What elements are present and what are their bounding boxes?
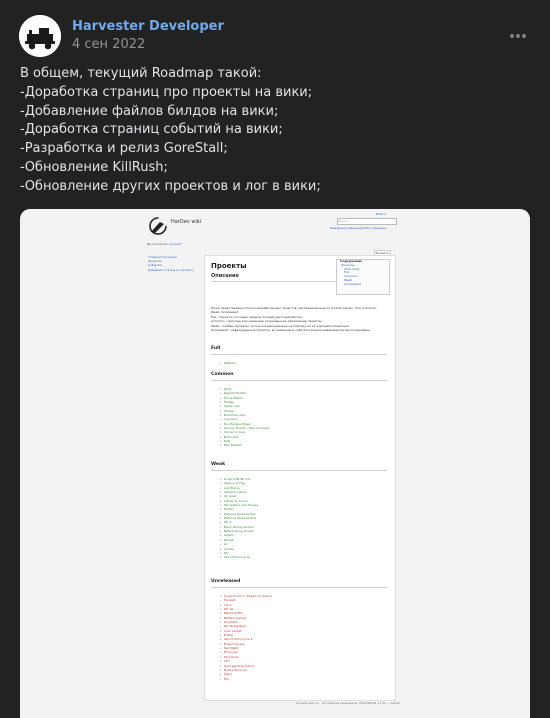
- list-item: • IPC: [220, 551, 258, 555]
- wiki-intro: [211, 306, 387, 332]
- wiki-logo-icon: [147, 215, 169, 237]
- more-options-icon[interactable]: [506, 25, 530, 45]
- list-item: • unixToplus: [220, 486, 258, 490]
- list-item: • Auto Clicker: [220, 629, 272, 633]
- intro-line: Unreleased - невыпущенные проекты, во имеющие в себе блоки/заканчивавшиеся/и воспользованы.: [211, 328, 371, 333]
- divider: [211, 354, 387, 355]
- list-item: • IPC 10: [220, 607, 272, 611]
- list-item: • R2D: [220, 439, 269, 443]
- wiki-tools: Недавние изменения Все страницы: [330, 226, 387, 230]
- list-item: • Life of Omnicycle 2: [220, 637, 272, 641]
- list-item: • Notice Survival: [220, 668, 272, 672]
- wiki-page: [204, 255, 396, 701]
- list-item: • mind: [220, 603, 272, 607]
- post-text-line: -Обновление KillRush;: [20, 159, 168, 175]
- list-item: • Life of Omnicycle: [220, 555, 258, 559]
- list-item: • Ecouryue: [220, 650, 272, 654]
- wiki-toc: [336, 259, 390, 295]
- list-item: • mobile: [220, 547, 258, 551]
- sidebar-item: Проекты: [148, 259, 162, 264]
- list-item: • Epic Defeat: [220, 443, 269, 447]
- intro-line: Weak, Unreleased.: [211, 310, 240, 315]
- post-date[interactable]: 4 сен 2022: [72, 37, 146, 52]
- wiki-sidebar: [148, 255, 194, 272]
- wiki-section-description: Описание: [211, 273, 239, 279]
- list-item: • Rebuild Hidden: [220, 391, 269, 395]
- wiki-search-input: Поиск: [337, 218, 397, 225]
- list-item: • Rempt: [220, 538, 258, 542]
- list-item: • Black Money Online: [220, 525, 258, 529]
- list-item: • Hidden: [220, 400, 269, 404]
- list-item: • MIMAj Survival: [220, 616, 272, 620]
- section-title-common: Common: [211, 372, 234, 377]
- post-text-line: -Разработка и релиз GoreStall;: [20, 141, 228, 157]
- wiki-footer: projects.wiki.ru · Последнее изменение: 2022/08/04 11:32 — admin: [296, 701, 401, 705]
- intro-line: Common - простые или имеющие сокращенную реализацию проекты.: [211, 319, 323, 324]
- section-title-weak: Weak: [211, 462, 226, 467]
- list-item: • Gnome Hunter - zero hundred: [220, 426, 269, 430]
- list-item: • Project Guess: [220, 642, 272, 646]
- list-item: • Legacy of Fog: [220, 481, 258, 485]
- list-item: • Brain Out: [220, 435, 269, 439]
- list-item: • LIFT: [220, 659, 272, 663]
- wiki-edit-tab: Править: [376, 251, 390, 255]
- breadcrumb-prefix: Вы посетили:: [147, 242, 169, 246]
- avatar[interactable]: [19, 15, 61, 57]
- list-item: • Harvest: [220, 598, 272, 602]
- list-item: • GoreStall: [220, 620, 272, 624]
- list-item: • Stone Nation: [220, 396, 269, 400]
- wiki-page-title: Проекты: [211, 262, 247, 270]
- intro-line: Weak - Слабые проекты, но все же выпущенные на публику во их хорошей концепции.: [211, 323, 350, 328]
- list-item: • KillRush: [220, 361, 236, 365]
- list-item: • Prelfal: [220, 633, 272, 637]
- list-item: • Armor(s): [220, 417, 269, 421]
- sidebar-item: Добавить статью по проекту: [148, 267, 194, 272]
- wiki-breadcrumb: [147, 242, 181, 246]
- list-item: • Blackout/Tail: [220, 611, 272, 615]
- section-title-full: Full: [211, 346, 221, 351]
- section-list-full: [220, 361, 236, 365]
- list-item: • Native Army Closed: [220, 529, 258, 533]
- sidebar-item: Главная страница: [148, 255, 177, 259]
- list-item: • IPC Multiplayer: [220, 624, 272, 628]
- list-item: • Kill Candy: [220, 655, 272, 659]
- section-title-unreleased: Unreleased: [211, 579, 241, 584]
- list-item: • db_alive: [220, 494, 258, 498]
- list-item: • Clicker or Live: [220, 430, 269, 434]
- toc-item: Описание: [344, 266, 360, 271]
- wiki-login-link: Войти: [376, 212, 386, 216]
- list-item: • Golem: [220, 533, 258, 537]
- list-item: • Dollion: [220, 507, 258, 511]
- list-item: • Fity: [220, 677, 272, 681]
- list-item: • Harvesters and Heroes: [220, 503, 258, 507]
- list-item: • VCube: [220, 409, 269, 413]
- list-item: • Run Escape Power: [220, 422, 269, 426]
- list-item: • Gold seeding Online: [220, 664, 272, 668]
- list-item: • network.claims: [220, 490, 258, 494]
- list-item: • Klaxy: [220, 672, 272, 676]
- list-item: • Camp Lost: [220, 404, 269, 408]
- toc-title: Содержание: [340, 259, 363, 263]
- toc-item: Unreleased: [344, 281, 361, 286]
- intro-line: Full - проекты, которые прошли полный цикл разработки.: [211, 314, 303, 319]
- harvester-logo-icon: [19, 15, 61, 57]
- list-item: • Defence Episode One: [220, 516, 258, 520]
- post-text-line: -Добавление файлов билдов на вики;: [20, 103, 279, 119]
- list-item: • ak: [220, 542, 258, 546]
- intro-line: Ниже представлены списки разработанных проектов, распределенные по 4 категориям - Full, Common,: [211, 306, 378, 310]
- toc-item: Weak: [344, 277, 353, 282]
- post-text-line: В общем, текущий Roadmap такой:: [20, 66, 262, 81]
- post-text: [20, 65, 530, 197]
- section-list-common: [220, 387, 269, 448]
- list-item: • Clicker to Live 2: [220, 499, 258, 503]
- toc-item: Full: [344, 270, 350, 275]
- list-item: • script II Mr/Mr bot: [220, 477, 258, 481]
- sidebar-item: События: [148, 263, 162, 268]
- post-text-line: -Доработка страниц про проекты на вики;: [20, 84, 313, 100]
- attached-screenshot[interactable]: [20, 209, 530, 718]
- toc-item: Common: [344, 274, 358, 279]
- list-item: • Defence Episode Two: [220, 512, 258, 516]
- section-list-weak: [220, 477, 258, 560]
- divider: [211, 470, 387, 471]
- section-list-unreleased: [220, 594, 272, 681]
- list-item: • Convict Act 3 - Desert of raiders: [220, 594, 272, 598]
- list-item: • JShot: [220, 387, 269, 391]
- breadcrumb-link: projects: [169, 242, 182, 246]
- post-text-line: -Доработка страниц событий на вики;: [20, 122, 283, 138]
- post-text-line: -Обновление других проектов и лог в вики;: [20, 178, 321, 194]
- divider: [211, 380, 387, 381]
- list-item: • Brainfuck-ulan: [220, 413, 269, 417]
- list-item: • Sad Night: [220, 646, 272, 650]
- wiki-site-name: HarDev wiki: [171, 219, 202, 225]
- author-name[interactable]: Harvester Developer: [72, 19, 224, 34]
- toc-item: Проекты: [341, 262, 355, 267]
- divider: [211, 587, 387, 588]
- list-item: • IPC 2: [220, 520, 258, 524]
